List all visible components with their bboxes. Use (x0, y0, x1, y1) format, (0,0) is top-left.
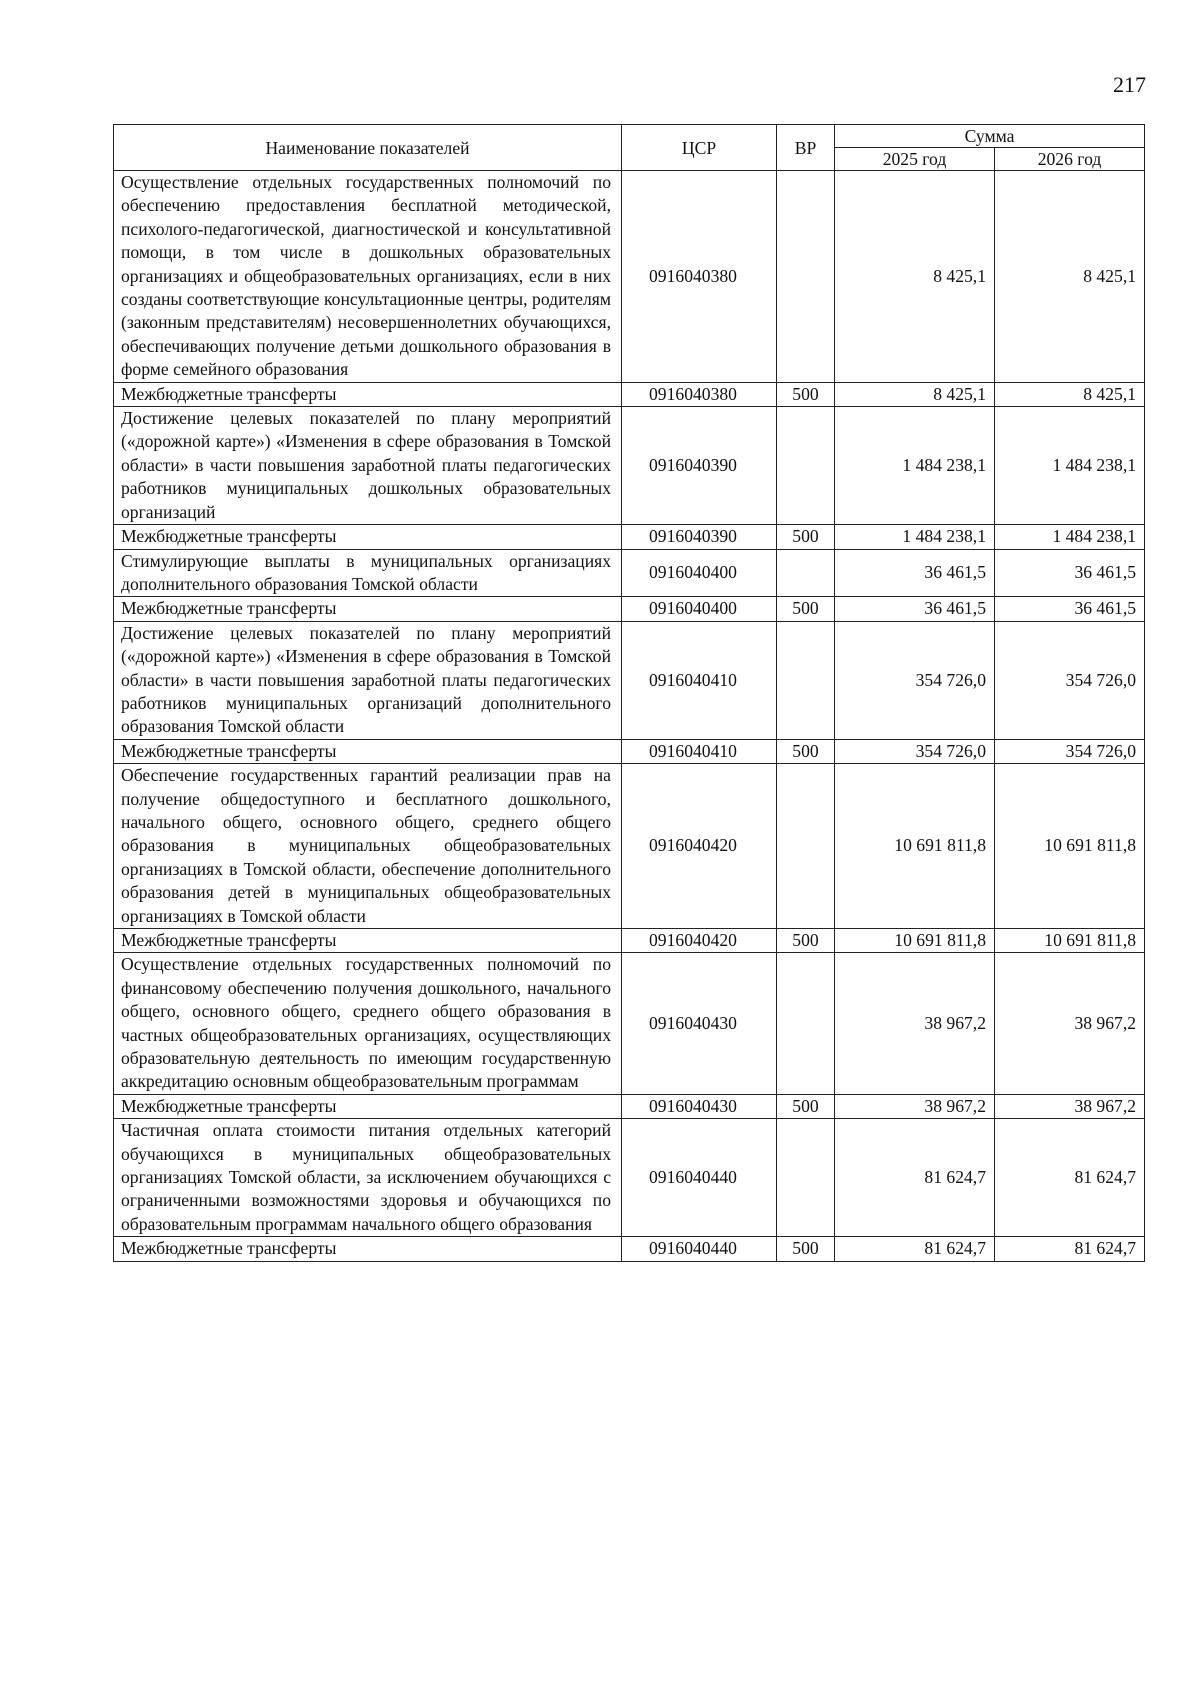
row-vr: 500 (777, 1094, 835, 1118)
table-row (114, 549, 1145, 597)
row-csr: 0916040410 (622, 739, 777, 763)
table-row (114, 171, 1145, 383)
row-name: Межбюджетные трансферты (114, 929, 622, 953)
row-vr: 500 (777, 382, 835, 406)
table-row (114, 764, 1145, 929)
table-row (114, 1119, 1145, 1237)
row-sum-2025: 10 691 811,8 (835, 929, 995, 953)
row-vr (777, 953, 835, 1094)
row-csr: 0916040430 (622, 1094, 777, 1118)
table-row (114, 407, 1145, 525)
row-sum-2025: 81 624,7 (835, 1237, 995, 1261)
row-name: Межбюджетные трансферты (114, 1094, 622, 1118)
table-row (114, 953, 1145, 1094)
row-sum-2026: 36 461,5 (995, 549, 1145, 597)
row-sum-2025: 10 691 811,8 (835, 764, 995, 929)
table-row (114, 525, 1145, 549)
row-sum-2025: 38 967,2 (835, 953, 995, 1094)
row-sum-2025: 81 624,7 (835, 1119, 995, 1237)
row-name: Межбюджетные трансферты (114, 382, 622, 406)
row-sum-2026: 1 484 238,1 (995, 407, 1145, 525)
row-name: Межбюджетные трансферты (114, 597, 622, 621)
table-row (114, 621, 1145, 739)
row-csr: 0916040420 (622, 764, 777, 929)
row-sum-2025: 36 461,5 (835, 549, 995, 597)
header-year-2026: 2026 год (995, 148, 1145, 171)
row-name: Межбюджетные трансферты (114, 739, 622, 763)
row-name: Осуществление отдельных государственных полномочий по финансовому обеспечению получения дошкольного, начального общего, основного общего, среднего общего образования в частных общеобразовательных организациях, осуществляющих образовательную деятельность по имеющим государственную аккредитацию основным общеобразовательным программам (114, 953, 622, 1094)
row-sum-2026: 354 726,0 (995, 739, 1145, 763)
budget-table (113, 124, 1145, 1262)
row-sum-2026: 36 461,5 (995, 597, 1145, 621)
row-name: Обеспечение государственных гарантий реализации прав на получение общедоступного и бесплатного дошкольного, начального общего, основного общего, среднего общего образования в муниципальных общеобразовательных организациях в Томской области, обеспечение дополнительного образования детей в муниципальных общеобразовательных организациях в Томской области (114, 764, 622, 929)
row-sum-2025: 36 461,5 (835, 597, 995, 621)
row-vr: 500 (777, 929, 835, 953)
row-sum-2026: 354 726,0 (995, 621, 1145, 739)
row-csr: 0916040400 (622, 597, 777, 621)
row-sum-2025: 38 967,2 (835, 1094, 995, 1118)
header-csr: ЦСР (622, 125, 777, 171)
row-sum-2026: 38 967,2 (995, 1094, 1145, 1118)
row-name: Стимулирующие выплаты в муниципальных организациях дополнительного образования Томской области (114, 549, 622, 597)
row-sum-2026: 10 691 811,8 (995, 764, 1145, 929)
row-csr: 0916040440 (622, 1237, 777, 1261)
row-sum-2026: 8 425,1 (995, 382, 1145, 406)
row-sum-2026: 1 484 238,1 (995, 525, 1145, 549)
row-sum-2025: 354 726,0 (835, 621, 995, 739)
row-csr: 0916040380 (622, 382, 777, 406)
table-row (114, 1237, 1145, 1261)
row-sum-2026: 81 624,7 (995, 1237, 1145, 1261)
table-row (114, 382, 1145, 406)
row-csr: 0916040410 (622, 621, 777, 739)
row-sum-2026: 81 624,7 (995, 1119, 1145, 1237)
row-sum-2025: 354 726,0 (835, 739, 995, 763)
row-name: Осуществление отдельных государственных полномочий по обеспечению предоставления бесплатной методической, психолого-педагогической, диагностической и консультативной помощи, в том числе в дошкольных образовательных организациях и общеобразовательных организациях, если в них созданы соответствующие консультационные центры, родителям (законным представителям) несовершеннолетних обучающихся, обеспечивающих получение детьми дошкольного образования в форме семейного образования (114, 171, 622, 383)
row-vr (777, 764, 835, 929)
row-vr (777, 171, 835, 383)
page-number: 217 (1113, 72, 1146, 97)
table-body (114, 171, 1145, 1262)
row-name: Достижение целевых показателей по плану мероприятий («дорожной карте») «Изменения в сфере образования в Томской области» в части повышения заработной платы педагогических работников муниципальных дошкольных образовательных организаций (114, 407, 622, 525)
row-vr: 500 (777, 739, 835, 763)
row-sum-2026: 10 691 811,8 (995, 929, 1145, 953)
row-sum-2025: 8 425,1 (835, 382, 995, 406)
row-csr: 0916040400 (622, 549, 777, 597)
table-row (114, 929, 1145, 953)
header-sum: Сумма (835, 125, 1145, 148)
table-row (114, 597, 1145, 621)
row-sum-2026: 38 967,2 (995, 953, 1145, 1094)
row-name: Достижение целевых показателей по плану мероприятий («дорожной карте») «Изменения в сфере образования в Томской области» в части повышения заработной платы педагогических работников муниципальных организаций дополнительного образования Томской области (114, 621, 622, 739)
row-vr: 500 (777, 1237, 835, 1261)
row-vr (777, 407, 835, 525)
row-sum-2025: 1 484 238,1 (835, 407, 995, 525)
table-row (114, 1094, 1145, 1118)
row-name: Межбюджетные трансферты (114, 1237, 622, 1261)
row-sum-2026: 8 425,1 (995, 171, 1145, 383)
row-name: Межбюджетные трансферты (114, 525, 622, 549)
row-csr: 0916040380 (622, 171, 777, 383)
table-header (114, 125, 1145, 171)
header-year-2025: 2025 год (835, 148, 995, 171)
row-name: Частичная оплата стоимости питания отдельных категорий обучающихся в муниципальных общеобразовательных организациях Томской области, за исключением обучающихся с ограниченными возможностями здоровья и обучающихся по образовательным программам начального общего образования (114, 1119, 622, 1237)
header-vr: ВР (777, 125, 835, 171)
row-sum-2025: 1 484 238,1 (835, 525, 995, 549)
row-sum-2025: 8 425,1 (835, 171, 995, 383)
row-csr: 0916040420 (622, 929, 777, 953)
row-csr: 0916040440 (622, 1119, 777, 1237)
row-vr (777, 549, 835, 597)
table-row (114, 739, 1145, 763)
row-csr: 0916040430 (622, 953, 777, 1094)
header-name: Наименование показателей (114, 125, 622, 171)
row-csr: 0916040390 (622, 525, 777, 549)
row-csr: 0916040390 (622, 407, 777, 525)
row-vr (777, 1119, 835, 1237)
row-vr: 500 (777, 525, 835, 549)
row-vr (777, 621, 835, 739)
row-vr: 500 (777, 597, 835, 621)
